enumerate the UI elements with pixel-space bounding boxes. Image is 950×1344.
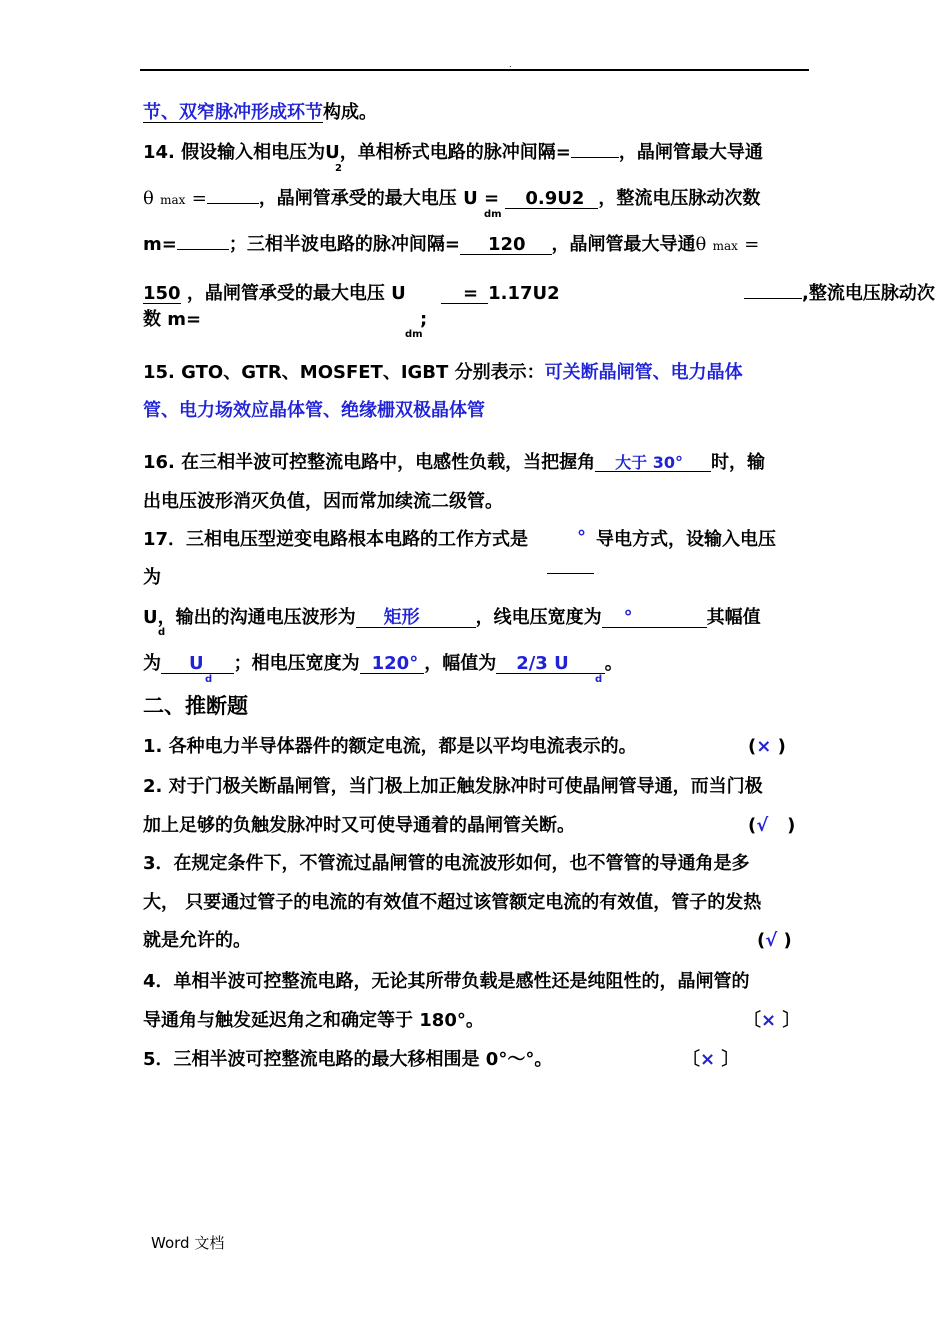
judge-3-answer <box>757 932 792 950</box>
paren: 〕 <box>721 1049 740 1070</box>
q13-tail-line <box>143 104 377 123</box>
q17-sub-d3: d <box>595 674 603 685</box>
judge-3-text: 大， 只要通过管子的电流的有效值不超过该管额定电流的有效值，管子的发热 <box>143 892 762 913</box>
judge-2-text: 加上足够的负触发脉冲时又可使导通着的晶闸管关断。 <box>143 815 575 836</box>
paren: ) <box>783 930 792 951</box>
q17-text: 17．三相电压型逆变电路根本电路的工作方式是 <box>143 529 529 550</box>
q17-line4 <box>143 655 623 674</box>
q17-line1 <box>143 531 528 549</box>
cross-mark: × <box>700 1049 716 1070</box>
judge-2-answer <box>748 817 795 835</box>
blank <box>177 249 229 250</box>
judge-2-text: 2. 对于门极关断晶闸管，当门极上加正触发脉冲时可使晶闸管导通，而当门极 <box>143 776 763 797</box>
q14-line1 <box>143 144 763 162</box>
q14-answer-117 <box>441 285 560 304</box>
q16-line2: 出电压波形消灭负值，因而常加续流二级管。 <box>143 491 503 512</box>
judge-5-text: 5．三相半波可控整流电路的最大移相围是 0°～°。 <box>143 1049 553 1070</box>
max-label: max <box>712 239 738 253</box>
q14-line4-tail <box>744 285 935 303</box>
section2-title: 二、推断题 <box>143 694 248 718</box>
paren: 〔 <box>743 1010 761 1031</box>
q14-sub-dm: dm <box>484 209 502 220</box>
paren: ( <box>757 930 766 951</box>
theta-symbol: θ <box>695 234 707 255</box>
q14-text: ，整流电压脉动次数 <box>598 188 761 209</box>
q14-semicolon: ; <box>420 309 428 330</box>
q17-answer-23: 2/3 U <box>496 655 605 674</box>
judge-3-text: 3．在规定条件下，不管流过晶闸管的电流波形如何，也不管管的导通角是多 <box>143 853 750 874</box>
q14-sub-dm2: dm <box>405 329 423 340</box>
equals: = <box>191 188 207 209</box>
q17-answer-120: 120° <box>360 655 425 674</box>
equals: = <box>441 285 488 304</box>
judge-4-text: 导通角与触发延迟角之和确定等于 180°。 <box>143 1010 484 1031</box>
footer-label: Word 文档 <box>151 1234 225 1252</box>
equals: = <box>744 234 760 255</box>
q14-line5: 数 m= <box>143 309 202 330</box>
paren: ) <box>787 815 796 836</box>
judge-4-answer <box>743 1012 800 1030</box>
q15-answer: 可关断晶闸管、电力晶体 <box>544 362 743 383</box>
q14-line4 <box>143 285 406 304</box>
q14-text: ；三相半波电路的脉冲间隔= <box>228 234 460 255</box>
blank <box>744 298 802 299</box>
q17-degree: ° <box>577 527 586 548</box>
q14-text: 14. 假设输入相电压为 <box>143 142 326 163</box>
q16-text: 16. 在三相半波可控整流电路中，电感性负载，当把握角 <box>143 452 596 473</box>
cross-mark: × <box>761 1010 777 1031</box>
q17-text: ，幅值为 <box>424 653 497 674</box>
judge-1-text: 1. 各种电力半导体器件的额定电流，都是以平均电流表示的。 <box>143 736 637 757</box>
check-mark: √ <box>765 930 778 951</box>
paren: ( <box>748 815 757 836</box>
paren: 〔 <box>682 1049 700 1070</box>
judge-5-answer <box>682 1051 739 1069</box>
q14-text: ，晶闸管承受的最大电压 U <box>258 188 478 209</box>
paren: 〕 <box>782 1010 801 1031</box>
judge-3-text: 就是允许的。 <box>143 930 251 951</box>
q16-text: 时，输 <box>711 452 765 473</box>
q17-text: ，线电压宽度为 <box>475 607 602 628</box>
q17-line3 <box>143 609 761 628</box>
q14-sub2: 2 <box>335 163 342 174</box>
q17-text: ；相电压宽度为 <box>233 653 360 674</box>
q14-text: ，晶闸管承受的最大电压 U <box>186 283 406 304</box>
blank <box>571 157 619 158</box>
q14-text: ，单相桥式电路的脉冲间隔= <box>339 142 571 163</box>
header-rule <box>140 69 809 71</box>
q14-answer-09: 0.9U2 <box>505 190 598 209</box>
q17-sub-d: d <box>158 627 166 638</box>
q15-line2: 管、电力场效应晶体管、绝缘栅双极晶体管 <box>143 400 485 421</box>
q15-line1 <box>143 364 743 382</box>
max-label: max <box>160 193 186 207</box>
q14-text: ，晶闸管最大导通 <box>551 234 696 255</box>
q16-line1 <box>143 454 765 472</box>
q14-text: ，晶闸管最大导通 <box>618 142 763 163</box>
q17-answer-deg: ° <box>602 609 707 628</box>
check-mark: √ <box>756 815 769 836</box>
cross-mark: × <box>756 736 772 757</box>
q17-answer-rect: 矩形 <box>356 609 476 628</box>
q14-text: m= <box>143 234 177 255</box>
equals: = <box>483 188 500 209</box>
paren: ( <box>748 736 757 757</box>
q15-label: 15. GTO、GTR、MOSFET、IGBT 分别表示： <box>143 362 545 383</box>
q13-rest: 构成。 <box>323 102 377 123</box>
q17-line1-tail: 导电方式，设输入电压 <box>596 529 776 550</box>
q17-sub-d2: d <box>205 674 213 685</box>
q17-text: ，输出的沟通电压波形为 <box>157 607 356 628</box>
q17-text: 。 <box>604 653 623 674</box>
q17-text: 为 <box>143 653 161 674</box>
judge-4-text: 4．单相半波可控整流电路，无论其所带负载是感性还是纯阻性的，晶闸管的 <box>143 971 750 992</box>
blank <box>547 573 594 574</box>
q16-answer: 大于 30° <box>595 455 711 472</box>
q14-answer-120: 120 <box>460 236 552 255</box>
q14-answer-150: 150 <box>143 283 181 304</box>
blank <box>207 203 259 204</box>
theta-symbol: θ <box>143 188 154 209</box>
q17-answer-u: U <box>161 655 234 674</box>
header-dot: . <box>509 60 512 69</box>
q14-line3 <box>143 236 759 255</box>
q13-answer: 节、双窄脉冲形成环节 <box>143 102 323 123</box>
q17-line2: 为 <box>143 567 161 588</box>
q14-text: ,整流电压脉动次 <box>802 283 935 304</box>
judge-1-answer <box>748 738 786 756</box>
q17-text: 其幅值 <box>706 607 761 628</box>
q14-value-117: 1.17U2 <box>488 283 560 304</box>
q14-line2 <box>143 190 760 209</box>
q17-u: U <box>143 607 158 628</box>
q14-u: U <box>325 142 340 163</box>
paren: ) <box>777 736 786 757</box>
